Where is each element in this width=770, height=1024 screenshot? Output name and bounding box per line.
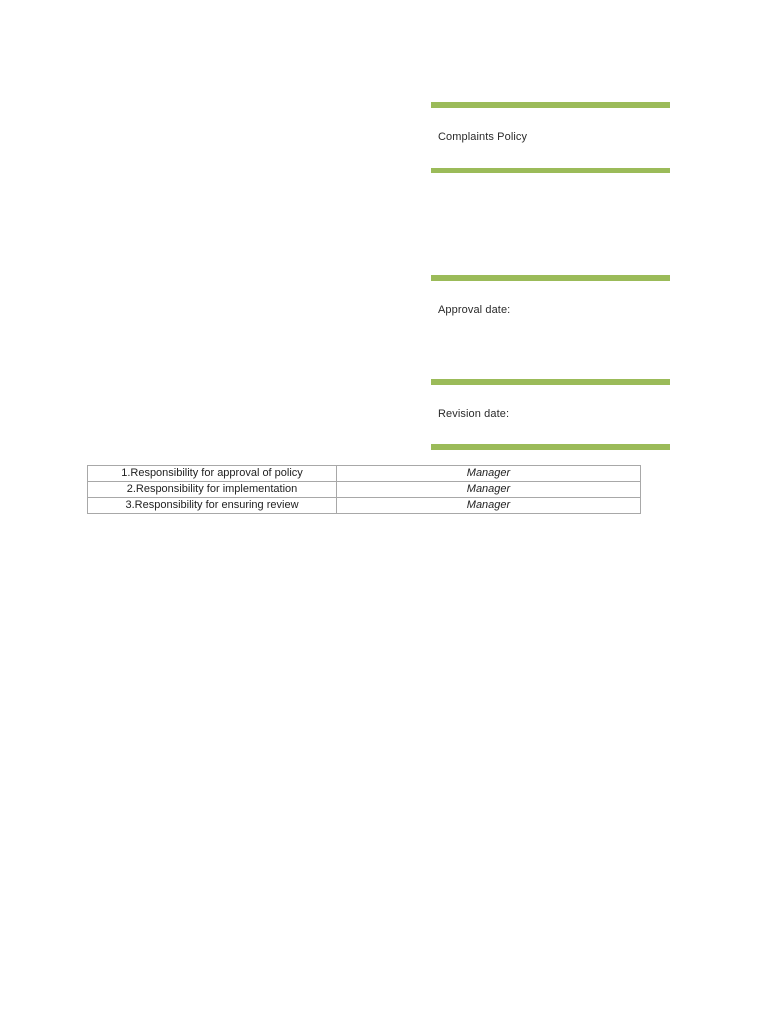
top-divider-rule [431, 102, 670, 108]
responsibility-item: 3.Responsibility for ensuring review [88, 498, 337, 514]
title-divider-rule [431, 168, 670, 173]
table-row [88, 466, 641, 482]
responsibility-table [87, 465, 641, 514]
responsibility-item: 2.Responsibility for implementation [88, 482, 337, 498]
bottom-divider-rule [431, 444, 670, 450]
revision-divider-rule [431, 379, 670, 385]
responsibility-item: 1.Responsibility for approval of policy [88, 466, 337, 482]
responsible-role: Manager [337, 498, 641, 514]
approval-divider-rule [431, 275, 670, 281]
responsible-role: Manager [337, 482, 641, 498]
table-row [88, 498, 641, 514]
approval-date-label: Approval date: [438, 304, 511, 316]
document-title: Complaints Policy [438, 131, 528, 143]
revision-date-label: Revision date: [438, 408, 510, 420]
table-row [88, 482, 641, 498]
responsible-role: Manager [337, 466, 641, 482]
